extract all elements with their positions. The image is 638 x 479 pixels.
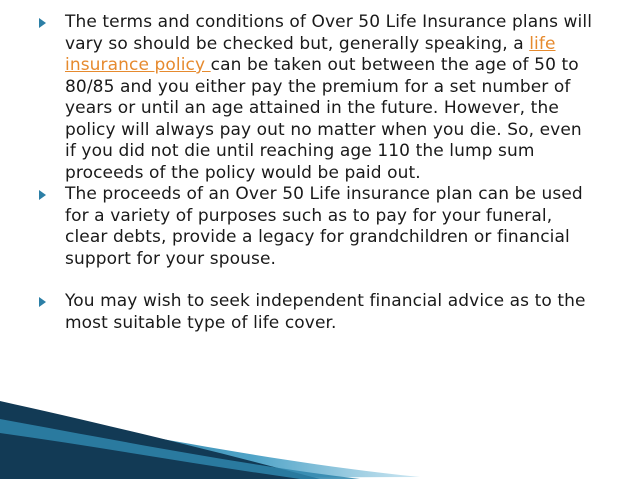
bullet-3-text: You may wish to seek independent financial advice as to the most suitable type of life cover. [65,291,586,333]
bullet-arrow-icon [39,190,46,200]
life-insurance-policy-link[interactable]: life insurance policy [65,33,556,75]
bullet-1-text-before: The terms and conditions of Over 50 Life Insurance plans will vary so should be checked but, generally speaking, a [65,12,593,54]
slide-body [37,12,597,334]
bullet-arrow-icon [39,297,46,307]
bullet-2-text: The proceeds of an Over 50 Life insurance plan can be used for a variety of purposes such as to pay for your funeral, clear debts, provide a legacy for grandchildren or financial support for your spouse. [65,184,583,269]
corner-wave-decoration [0,389,638,479]
bullet-item-2 [37,184,597,270]
bullet-item-1 [37,12,597,184]
bullet-arrow-icon [39,18,46,28]
bullet-1-text-after: can be taken out between the age of 50 to 80/85 and you either pay the premium for a set number of years or until an age attained in the future. However, the policy will always pay out no matter when you die. So, even if you did not die until reaching age 110 the lump sum proceeds of the policy would be paid out. [65,55,582,183]
bullet-item-3 [37,291,597,334]
